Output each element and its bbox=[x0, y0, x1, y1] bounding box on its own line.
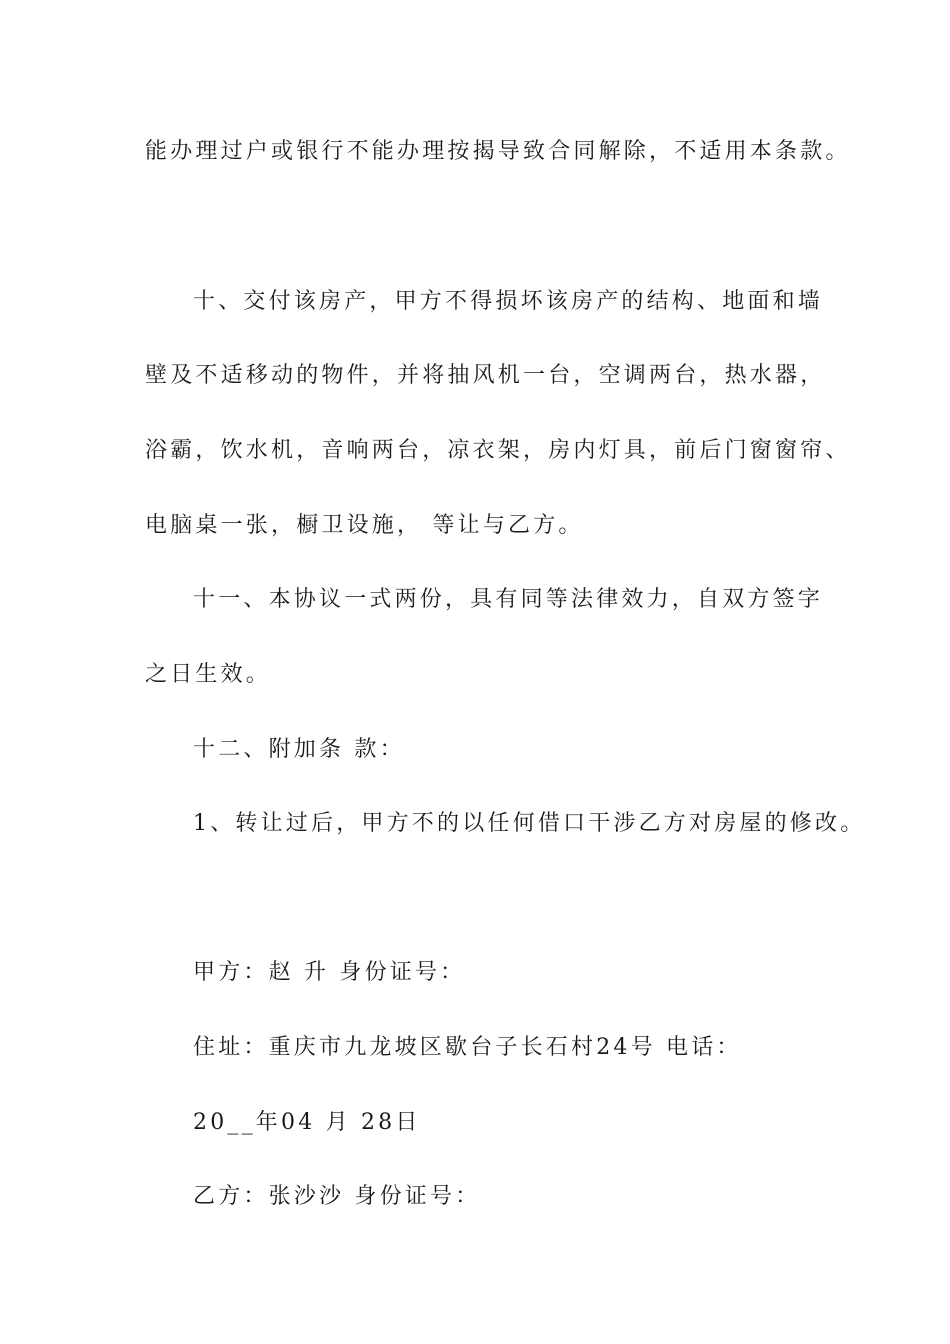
paragraph-line: 电脑桌一张，橱卫设施， 等让与乙方。 bbox=[145, 513, 584, 538]
paragraph-line: 之日生效。 bbox=[145, 662, 272, 687]
address-line: 住址：重庆市九龙坡区歇台子长石村24号 电话： bbox=[193, 1035, 742, 1060]
paragraph-line: 能办理过户或银行不能办理按揭导致合同解除，不适用本条款。 bbox=[145, 139, 851, 164]
clause-twelve-heading: 十二、附加条 款： bbox=[193, 737, 405, 762]
paragraph-line: 壁及不适移动的物件，并将抽风机一台，空调两台，热水器， bbox=[145, 363, 826, 388]
paragraph-line: 浴霸，饮水机，音响两台，凉衣架，房内灯具，前后门窗窗帘、 bbox=[145, 438, 851, 463]
party-b-line: 乙方：张沙沙 身份证号： bbox=[193, 1184, 481, 1209]
date-line: 20__年04 月 28日 bbox=[193, 1110, 421, 1135]
additional-term-1: 1、转让过后，甲方不的以任何借口干涉乙方对房屋的修改。 bbox=[193, 811, 866, 836]
clause-eleven-line: 十一、本协议一式两份，具有同等法律效力，自双方签字 bbox=[193, 587, 824, 612]
clause-ten-line: 十、交付该房产，甲方不得损坏该房产的结构、地面和墙 bbox=[193, 289, 824, 314]
party-a-line: 甲方：赵 升 身份证号： bbox=[193, 960, 466, 985]
